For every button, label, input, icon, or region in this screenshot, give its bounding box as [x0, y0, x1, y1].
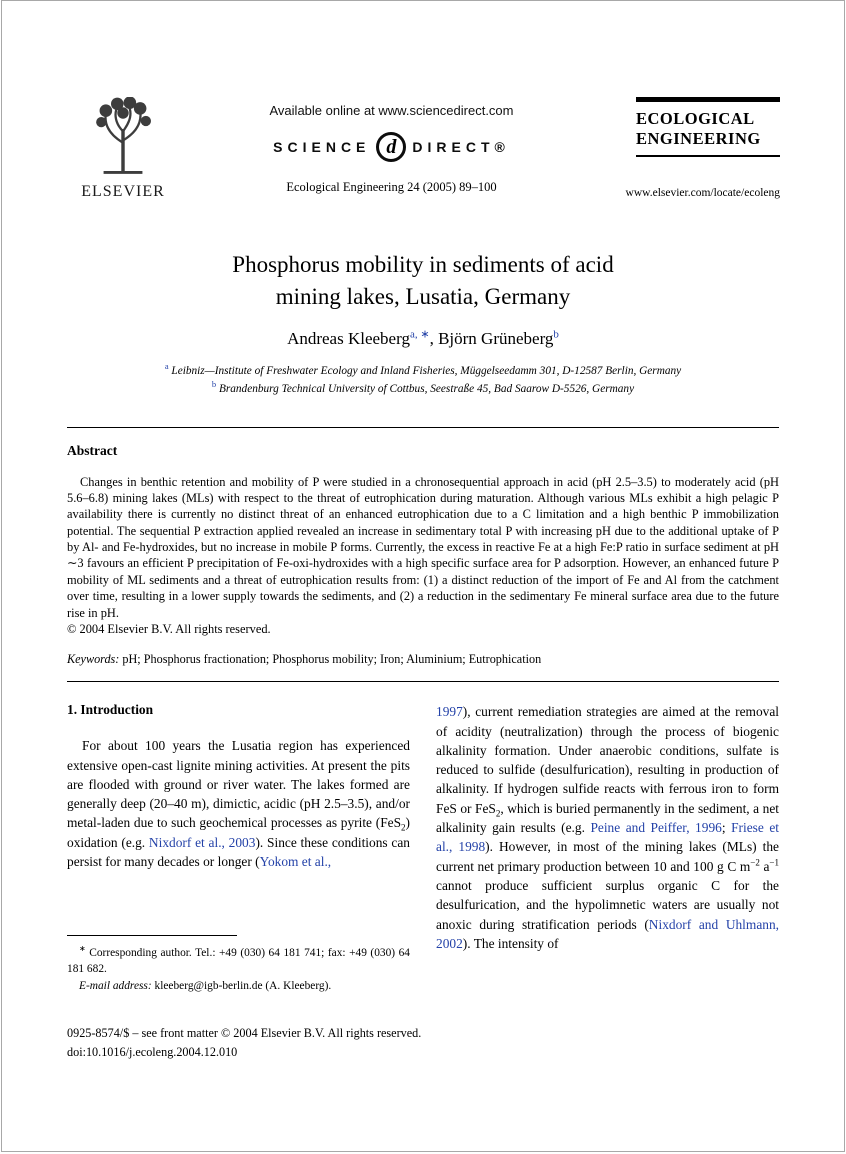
sub-segment: 2	[401, 823, 406, 834]
i-segment: E-mail address:	[79, 979, 155, 992]
journal-name-line1: ECOLOGICAL	[636, 109, 755, 128]
elsevier-wordmark: ELSEVIER	[81, 183, 165, 200]
author-list	[67, 329, 779, 349]
intro-paragraph-right	[436, 702, 779, 953]
article-title-line2: mining lakes, Lusatia, Germany	[275, 284, 571, 310]
text-segment: ). The intensity of	[462, 935, 559, 951]
text-segment: ;	[721, 820, 732, 836]
sciencedirect-science-text: SCIENCE	[273, 139, 371, 155]
text-segment: ). However, in most of the mining lakes (MLs) the current net primary production between 10 and 100 g C m	[436, 839, 779, 874]
keywords-line	[67, 652, 779, 667]
abstract-copyright: © 2004 Elsevier B.V. All rights reserved.	[67, 621, 271, 636]
text-segment: , Björn Grüneberg	[429, 329, 554, 349]
affiliation-b	[67, 380, 779, 398]
citation-link[interactable]: Peine and Peiffer, 1996	[590, 820, 722, 836]
sup-segment: ∗	[79, 943, 86, 953]
citation-link[interactable]: Yokom et al.,	[259, 854, 332, 870]
email-footnote	[67, 978, 410, 995]
header-center	[179, 97, 604, 195]
body-top-rule	[67, 681, 779, 682]
i-segment: Brandenburg Technical University of Cottbus, Seestraße 45, Bad Saarow D-5526, Germany	[216, 383, 635, 396]
citation-link[interactable]: Nixdorf et al., 2003	[148, 834, 256, 850]
abstract-top-rule	[67, 427, 779, 428]
citation-link[interactable]: Friese et al., 1998	[436, 820, 779, 855]
publisher-block	[67, 97, 179, 201]
sup-segment: −2	[750, 857, 760, 868]
journal-name	[636, 109, 780, 149]
paper-page	[1, 0, 845, 1152]
journal-masthead	[604, 97, 780, 199]
journal-name-line2: ENGINEERING	[636, 128, 761, 148]
article-title-line1: Phosphorus mobility in sediments of acid	[232, 252, 614, 277]
masthead-top-bar	[636, 97, 780, 102]
available-online-text: Available online at www.sciencedirect.com	[269, 103, 514, 118]
text-segment: kleeberg@igb-berlin.de (A. Kleeberg).	[154, 979, 332, 992]
keywords-text: pH; Phosphorus fractionation; Phosphorus mobility; Iron; Aluminium; Eutrophication	[119, 652, 542, 667]
abstract-text: Changes in benthic retention and mobility of P were studied in a chronosequential approach in acid (pH 2.5–3.5) to moderately acid (pH 5.6–6.8) mining lakes (MLs) with respect to the threat of eutrophication during maturation. Although various MLs exhibit a high pelagic P availability there is currently no distinct threat of an enhanced eutrophication due to a C limitation and a high benthic P immobilization potential. The sequential P extraction applied revealed an increase in sedimentary total P with increasing pH due to the additional uptake of P by Al- and Fe-hydroxides, but no increase in mobile P forms. Currently, the excess in reactive Fe at a high Fe:P ratio in surface sediment at pH ∼3 favours an efficient P precipitation of Fe-oxi-hydroxides with a high specific surface area for P adsorption. However, an enhanced future P mobility of ML sediments and a threat of eutrophication results from: (1) a distinct reduction of the import of Fe and Al from the catchment over time, resulting in a lower supply towards the sediments, and (2) a reduction in the sedimentary Fe mineral surface area due to the future rise in pH.	[67, 474, 779, 620]
footnote-rule	[67, 935, 237, 936]
left-column	[67, 702, 410, 994]
text-segment: , which is buried permanently in the sediment, a net alkalinity gain results (e.g.	[436, 800, 779, 836]
i-segment: Leibniz—Institute of Freshwater Ecology and Inland Fisheries, Müggelseedamm 301, D-12587 Berlin, Germany	[168, 365, 682, 378]
section-heading-introduction: 1. Introduction	[67, 702, 154, 718]
sciencedirect-d-letter: d	[386, 136, 397, 158]
masthead-bottom-bar	[636, 155, 780, 157]
right-column	[436, 702, 779, 994]
text-segment: ). Since these conditions can persist for many decades or longer (	[67, 834, 410, 870]
text-segment: ) oxidation (e.g.	[67, 815, 410, 850]
elsevier-tree-icon	[88, 97, 158, 177]
text-segment: Corresponding author. Tel.: +49 (030) 64 181 741; fax: +49 (030) 64 181 682.	[67, 946, 410, 976]
two-column-body	[67, 702, 779, 994]
corresponding-author-footnote	[67, 945, 410, 978]
sciencedirect-logo	[273, 132, 510, 162]
keywords-label: Keywords:	[67, 652, 120, 667]
sup-segment: b	[211, 379, 217, 390]
journal-citation: Ecological Engineering 24 (2005) 89–100	[286, 180, 497, 194]
text-segment: cannot produce sufficient surplus organic C for the desulfurication, and the hypolimnetic waters are usually not anoxic during stratification periods (	[436, 877, 779, 932]
text-segment: ), current remediation strategies are aimed at the removal of acidity (neutralization) through the process of biogenic alkalinity formation. Under anaerobic conditions, sulfate is reduced to sulfide (desulfurication), resulting in production of alkalinity. If hydrogen sulfide reacts with ferrous iron to form FeS or FeS	[436, 704, 779, 816]
citation-link[interactable]: 1997	[436, 704, 463, 720]
page-footer	[67, 1024, 779, 1061]
sub-segment: 2	[495, 808, 501, 819]
footnote-block	[67, 925, 410, 995]
doi-line: doi:10.1016/j.ecoleng.2004.12.010	[67, 1044, 238, 1059]
affiliations	[67, 362, 779, 398]
sup-segment: a	[164, 361, 169, 372]
text-segment: For about 100 years the Lusatia region has experienced extensive open-cast lignite mining activities. At present the pits are flooded with ground or river water. The lakes formed are generally deep (20–40 m), dimictic, acidic (pH 2.5–3.5), and/or metal-laden due to such geochemical processes as pyrite (FeS	[67, 738, 410, 831]
sup-segment: −1	[769, 857, 779, 868]
intro-paragraph-left	[67, 736, 410, 871]
journal-homepage-url: www.elsevier.com/locate/ecoleng	[625, 186, 780, 199]
citation-link[interactable]: Nixdorf and Uhlmann, 2002	[436, 916, 779, 951]
page-header	[67, 97, 780, 201]
sciencedirect-d-icon	[376, 132, 406, 162]
journal-name-block	[636, 97, 780, 157]
sup-segment: b	[553, 328, 559, 341]
sciencedirect-direct-text: DIRECT®	[412, 139, 510, 155]
issn-copyright-line: 0925-8574/$ – see front matter © 2004 Elsevier B.V. All rights reserved.	[67, 1026, 422, 1041]
abstract-heading: Abstract	[67, 442, 118, 458]
text-segment: a	[759, 858, 770, 874]
sup-segment: a, ∗	[409, 328, 430, 341]
affiliation-a	[67, 362, 779, 380]
text-segment: Andreas Kleeberg	[287, 329, 410, 349]
